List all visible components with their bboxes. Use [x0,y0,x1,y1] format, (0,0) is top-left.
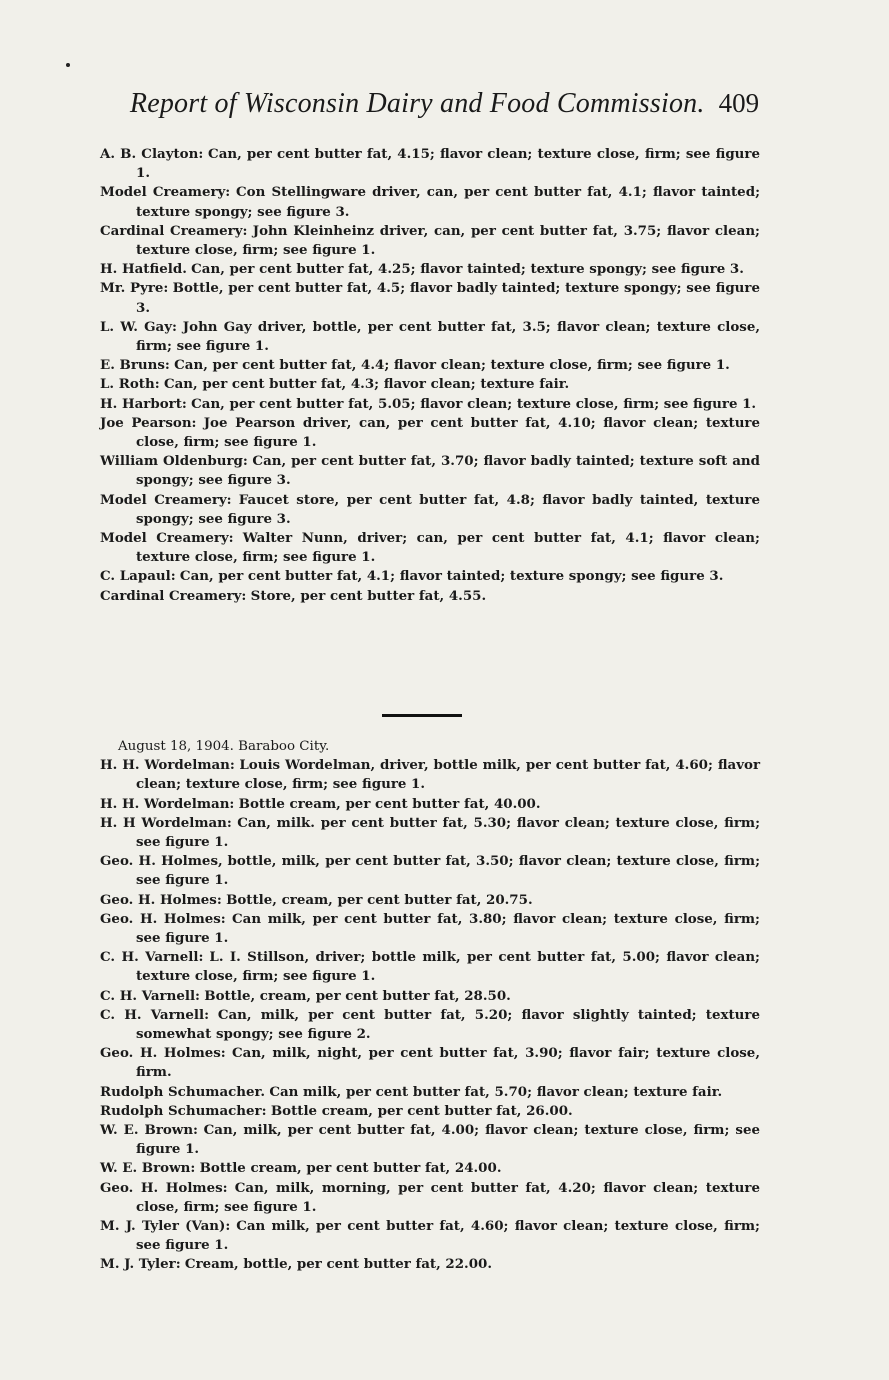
entry-text: Bottle cream, per cent butter fat, 26.00. [270,1102,573,1119]
entry-name: Geo. H. Holmes: [100,1045,226,1062]
entry [100,1083,760,1102]
running-header [0,88,889,120]
section-divider [382,714,462,717]
entry [100,356,760,375]
entry [100,1102,760,1121]
entry [100,852,760,890]
entry-text: L. I. Stillson, driver; bottle milk, per cent butter fat, 5.00; flavor clean; texture close, firm; see figure 1. [136,949,761,985]
entry [100,1255,760,1274]
entry-name: H. H. Wordelman: [100,757,235,774]
entry-text: Can milk, per cent butter fat, 4.60; flavor clean; texture close, firm; see figure 1. [136,1218,760,1254]
entry [100,891,760,910]
entry-text: Can, per cent butter fat, 4.3; flavor clean; texture fair. [163,376,570,393]
entry-name: L. W. Gay: [100,318,177,335]
entry [100,910,760,948]
entry-text: Louis Wordelman, driver, bottle milk, per cent butter fat, 4.60; flavor clean; texture close, firm; see figure 1. [136,757,760,793]
entry-text: Can, milk, morning, per cent butter fat, 4.20; flavor clean; texture close, firm; see figure 1. [136,1179,760,1215]
page-header-title: Report of Wisconsin Dairy and Food Commission. [129,88,705,119]
entry-text: Con Stellingware driver, can, per cent butter fat, 4.1; flavor tainted; texture spongy; see figure 3. [136,184,761,220]
entry-text: Cream, bottle, per cent butter fat, 22.00. [184,1256,493,1273]
entry-text: Can, per cent butter fat, 4.15; flavor clean; texture close, firm; see figure 1. [136,146,760,182]
entry-name: A. B. Clayton: [100,146,204,162]
entry [100,395,760,414]
entry [100,1159,760,1178]
entry-name: Cardinal Creamery: [100,587,247,604]
entry-name: C. H. Varnell: [100,1006,210,1023]
entry-text: Bottle, cream, per cent butter fat, 28.50. [204,987,511,1004]
entry-name: Joe Pearson: [100,414,197,431]
entry-name: Geo. H. Holmes: [100,891,222,908]
entry-name: Rudolph Schumacher: [100,1102,267,1119]
entry [100,795,760,814]
entry-name: Geo. H. Holmes: [100,910,226,927]
entry-text: Can, per cent butter fat, 4.4; flavor clean; texture close, firm; see figure 1. [174,357,730,374]
entry-text: Bottle, cream, per cent butter fat, 20.75. [226,891,533,908]
entry-name: W. E. Brown: [100,1160,196,1177]
entry [100,567,760,586]
entry-name: Geo. H. Holmes, [100,853,223,870]
entry [100,145,760,183]
entry-text: Can, per cent butter fat, 4.25; flavor tainted; texture spongy; see figure 3. [191,261,744,278]
entry-name: H. Hatfield. [100,261,187,278]
entry [100,529,760,567]
entry-name: Mr. Pyre: [100,280,169,297]
entry-name: H. Harbort: [100,395,187,412]
entry-name: W. E. Brown: [100,1122,199,1139]
entry [100,1044,760,1082]
entry-text: Can, milk, per cent butter fat, 4.00; flavor clean; texture close, firm; see figure 1. [136,1122,760,1158]
entry [100,1121,760,1159]
entry-text: John Gay driver, bottle, per cent butter fat, 3.5; flavor clean; texture close, firm; see figure 1. [136,318,760,355]
entry-text: Can, milk. per cent butter fat, 5.30; flavor clean; texture close, firm; see figure 1. [136,814,761,851]
entry-name: Rudolph Schumacher. [100,1083,266,1100]
entry-name: M. J. Tyler: [100,1256,181,1273]
entry-name: H. H. Wordelman: [100,795,235,812]
entry [100,491,760,529]
entry-text: bottle, milk, per cent butter fat, 3.50; flavor clean; texture close, firm; see figure 1. [136,853,761,889]
entry-name: E. Bruns: [100,357,170,374]
entry-text: Bottle cream, per cent butter fat, 40.00. [238,795,541,812]
entry-text: Can, per cent butter fat, 5.05; flavor clean; texture close, firm; see figure 1. [191,395,757,412]
entry [100,756,760,794]
entry-name: M. J. Tyler (Van): [100,1218,231,1235]
entry [100,222,760,260]
entry [100,587,760,606]
section-2-entries [100,737,760,1275]
entry-text: Can milk, per cent butter fat, 5.70; flavor clean; texture fair. [269,1083,723,1100]
entry-name: Cardinal Creamery: [100,222,248,239]
entry-name: Model Creamery: [100,530,234,547]
entry-name: Model Creamery: [100,184,231,201]
entry-text: John Kleinheinz driver, can, per cent butter fat, 3.75; flavor clean; texture close, firm; see figure 1. [136,222,760,259]
entry-text: Bottle cream, per cent butter fat, 24.00. [199,1160,502,1177]
entry-text: Faucet store, per cent butter fat, 4.8; flavor badly tainted, texture spongy; see figure 3. [136,491,761,527]
entry [100,452,760,490]
entry-text: Can, per cent butter fat, 4.1; flavor tainted; texture spongy; see figure 3. [179,568,724,585]
print-speck [66,63,70,67]
entry-name: L. Roth: [100,376,160,393]
entry-text: Bottle, per cent butter fat, 4.5; flavor badly tainted; texture spongy; see figure 3. [136,280,760,316]
entry [100,414,760,452]
page-number: 409 [718,88,760,118]
entry-name: William Oldenburg: [100,453,248,470]
entry [100,814,760,852]
entry-text: Can, milk, per cent butter fat, 5.20; flavor slightly tainted; texture somewhat spongy; see figure 2. [136,1006,760,1043]
entry-text: Joe Pearson driver, can, per cent butter fat, 4.10; flavor clean; texture close, firm; see figure 1. [136,414,760,451]
entry [100,1006,760,1044]
entry-name: C. H. Varnell: [100,987,200,1004]
entry [100,260,760,279]
entry-text: Can milk, per cent butter fat, 3.80; flavor clean; texture close, firm; see figure 1. [136,910,760,947]
entry [100,1179,760,1217]
entry-name: H. H Wordelman: [100,814,232,831]
entry [100,948,760,986]
entry [100,375,760,394]
entry-text: Walter Nunn, driver; can, per cent butter fat, 4.1; flavor clean; texture close, firm; see figure 1. [136,530,760,566]
entry [100,183,760,221]
section-1-entries [100,145,760,606]
entry [100,318,760,356]
entry [100,987,760,1006]
entry-name: C. Lapaul: [100,568,176,585]
entry-name: Model Creamery: [100,491,232,508]
entry-text: Store, per cent butter fat, 4.55. [250,587,487,604]
entry-name: Geo. H. Holmes: [100,1179,228,1196]
entry-text: Can, per cent butter fat, 3.70; flavor badly tainted; texture soft and spongy; see figure 3. [136,453,760,489]
entry-name: C. H. Varnell: [100,949,204,966]
entry-text: Can, milk, night, per cent butter fat, 3.90; flavor fair; texture close, firm. [136,1045,760,1081]
entry [100,1217,760,1255]
entry [100,279,760,317]
dateline: August 18, 1904. Baraboo City. [118,739,330,754]
